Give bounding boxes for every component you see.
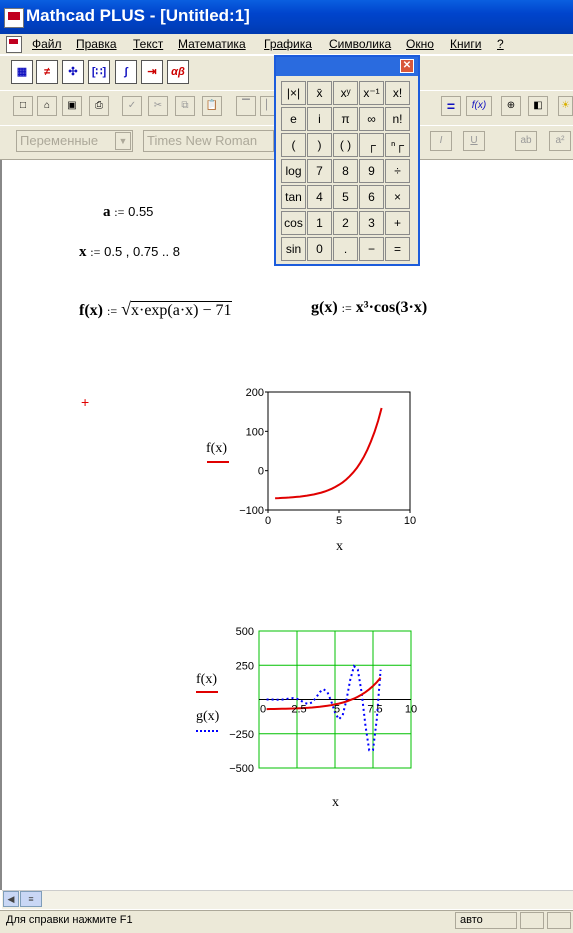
zoom-icon[interactable]: ⊕ <box>501 96 521 116</box>
palette-key[interactable]: + <box>385 211 410 235</box>
paste-icon[interactable]: 📋 <box>202 96 222 116</box>
var-a: a <box>103 204 111 220</box>
plot2-legend-f: f(x) <box>196 672 217 687</box>
palette-key[interactable]: sin <box>281 237 306 261</box>
menu-help[interactable]: ? <box>497 37 504 51</box>
plot1-legend-line <box>207 461 229 463</box>
palette-key[interactable]: 2 <box>333 211 358 235</box>
palette-key[interactable]: 6 <box>359 185 384 209</box>
palette-key[interactable]: ( <box>281 133 306 157</box>
series-f-line <box>275 408 382 498</box>
align-top-icon[interactable]: ▔ <box>236 96 256 116</box>
menu-books[interactable]: Книги <box>450 37 482 51</box>
assign-op: := <box>114 205 125 219</box>
lhs-g: g(x) <box>311 299 338 316</box>
calculator-palette-button[interactable]: ▦ <box>11 60 33 84</box>
matrix-palette-button[interactable]: [∷] <box>88 60 110 84</box>
plot1-frame <box>268 392 410 510</box>
x-tick-label: 10 <box>404 703 418 716</box>
italic-icon[interactable]: I <box>430 131 452 151</box>
status-help-text: Для справки нажмите F1 <box>6 914 133 926</box>
plot-1[interactable] <box>200 380 430 560</box>
insertion-cursor: + <box>81 394 90 410</box>
palette-key[interactable]: x! <box>385 81 410 105</box>
var-x: x <box>79 244 87 260</box>
status-cell-empty-1 <box>520 912 544 929</box>
x-tick-label: 2.5 <box>291 703 307 716</box>
palette-key[interactable]: e <box>281 107 306 131</box>
insert-function-icon[interactable]: f(x) <box>466 96 492 116</box>
palette-key[interactable]: 8 <box>333 159 358 183</box>
palette-key[interactable]: 5 <box>333 185 358 209</box>
mathcad-app-icon[interactable] <box>4 8 24 28</box>
menu-math[interactable]: Математика <box>178 37 246 51</box>
plot2-legend-f-line <box>196 691 218 693</box>
palette-key[interactable]: ┌ <box>359 133 384 157</box>
copy-icon[interactable]: ⧉ <box>175 96 195 116</box>
sqrt-icon: √ <box>121 299 131 319</box>
print-icon[interactable]: ⎙ <box>89 96 109 116</box>
palette-key[interactable]: − <box>359 237 384 261</box>
palette-key[interactable]: ∞ <box>359 107 384 131</box>
y-tick-label: 0 <box>257 465 264 478</box>
menu-edit[interactable]: Правка <box>76 37 117 51</box>
palette-key[interactable]: tan <box>281 185 306 209</box>
palette-key[interactable]: ) <box>307 133 332 157</box>
y-tick-label: 500 <box>235 626 254 638</box>
value-a: 0.55 <box>128 204 154 219</box>
close-icon[interactable]: ✕ <box>400 59 414 73</box>
palette-key[interactable]: cos <box>281 211 306 235</box>
x-tick-label: 0 <box>259 703 267 716</box>
definition-g[interactable] <box>311 299 427 317</box>
palette-title-bar[interactable] <box>276 57 418 76</box>
align-left-icon[interactable]: ▏ <box>260 96 280 116</box>
y-tick-label: 200 <box>245 387 264 399</box>
palette-key[interactable]: 0 <box>307 237 332 261</box>
graph-palette-button[interactable]: ✣ <box>62 60 84 84</box>
palette-key[interactable]: 9 <box>359 159 384 183</box>
window-title: Mathcad PLUS - [Untitled:1] <box>26 6 250 25</box>
palette-key[interactable]: ⁿ┌ <box>385 133 410 157</box>
definition-x[interactable] <box>79 244 180 261</box>
plot1-ylabel: f(x) <box>206 441 227 456</box>
rhs-g: x³·cos(3·x) <box>355 299 428 316</box>
plot-2[interactable] <box>200 620 430 780</box>
plot2-legend-g-line <box>196 730 218 732</box>
y-tick-label: 250 <box>235 660 254 673</box>
assign-op: := <box>90 245 101 259</box>
palette-key[interactable]: x̄ <box>307 81 332 105</box>
palette-key[interactable]: log <box>281 159 306 183</box>
palette-key[interactable]: 1 <box>307 211 332 235</box>
save-icon[interactable]: ▣ <box>62 96 82 116</box>
definition-a[interactable] <box>103 204 153 221</box>
underline-icon[interactable]: U <box>463 131 485 151</box>
calculator-palette[interactable] <box>274 55 420 266</box>
menu-graphics[interactable]: Графика <box>264 37 312 51</box>
y-tick-label: −500 <box>229 763 254 775</box>
palette-key[interactable]: 7 <box>307 159 332 183</box>
palette-key[interactable]: ÷ <box>385 159 410 183</box>
check-spelling-icon[interactable]: ✓ <box>122 96 142 116</box>
palette-key[interactable]: x⁻¹ <box>359 81 384 105</box>
palette-key[interactable]: π <box>333 107 358 131</box>
menu-window[interactable]: Окно <box>406 37 434 51</box>
calculate-equals-icon[interactable]: = <box>441 96 461 116</box>
resources-icon[interactable]: ◧ <box>528 96 548 116</box>
palette-key[interactable]: ( ) <box>333 133 358 157</box>
evaluation-palette-button[interactable]: ≠ <box>36 60 58 84</box>
style-select[interactable]: Переменные <box>16 130 133 152</box>
status-calc-mode: авто <box>455 912 517 929</box>
x-tick-label: 0 <box>264 515 272 527</box>
plot2-xlabel: x <box>332 795 339 810</box>
palette-key[interactable]: × <box>385 185 410 209</box>
x-tick-label: 7.5 <box>367 703 383 716</box>
palette-key[interactable]: 3 <box>359 211 384 235</box>
palette-key[interactable]: |×| <box>281 81 306 105</box>
help-icon[interactable]: ☀ <box>558 96 573 116</box>
programming-palette-button[interactable]: ⇥ <box>141 60 163 84</box>
font-select[interactable]: Times New Roman <box>143 130 274 152</box>
horizontal-scrollbar[interactable] <box>2 890 573 909</box>
range-x: 0.5 , 0.75 .. 8 <box>104 244 180 259</box>
superscript-icon[interactable]: a² <box>549 131 571 151</box>
status-cell-empty-2 <box>547 912 571 929</box>
y-tick-label: 100 <box>245 426 264 439</box>
subscript-icon[interactable]: ab <box>515 131 537 151</box>
plot1-xlabel: x <box>336 539 343 554</box>
palette-key[interactable]: = <box>385 237 410 261</box>
x-tick-label: 5 <box>335 515 343 527</box>
menu-symbolics[interactable]: Символика <box>329 37 392 51</box>
y-tick-label: −100 <box>239 505 264 517</box>
palette-key[interactable]: . <box>333 237 358 261</box>
y-tick-label: −250 <box>229 728 254 741</box>
x-tick-label: 10 <box>403 515 417 527</box>
menu-text[interactable]: Текст <box>133 37 164 51</box>
palette-key[interactable]: 4 <box>307 185 332 209</box>
scroll-left-icon[interactable]: ◀ <box>3 891 19 907</box>
palette-key[interactable]: xʸ <box>333 81 358 105</box>
calculus-palette-button[interactable]: ∫ <box>115 60 137 84</box>
new-icon[interactable]: □ <box>13 96 33 116</box>
cut-icon[interactable]: ✂ <box>148 96 168 116</box>
lhs-f: f(x) <box>79 302 103 319</box>
chevron-down-icon[interactable]: ▼ <box>115 132 131 150</box>
menu-file[interactable]: Файл <box>32 37 62 51</box>
rhs-f: x·exp(a·x) − 71 <box>130 302 232 319</box>
greek-palette-button[interactable]: αβ <box>167 60 189 84</box>
plot2-legend-g: g(x) <box>196 709 220 724</box>
document-icon[interactable] <box>6 36 22 53</box>
assign-op: := <box>106 304 118 318</box>
scroll-thumb[interactable]: ≡ <box>20 891 42 907</box>
assign-op: := <box>341 301 352 315</box>
palette-key[interactable]: i <box>307 107 332 131</box>
palette-key[interactable]: n! <box>385 107 410 131</box>
open-icon[interactable]: ⌂ <box>37 96 57 116</box>
definition-f[interactable] <box>79 299 232 320</box>
x-tick-label: 5 <box>333 703 341 716</box>
